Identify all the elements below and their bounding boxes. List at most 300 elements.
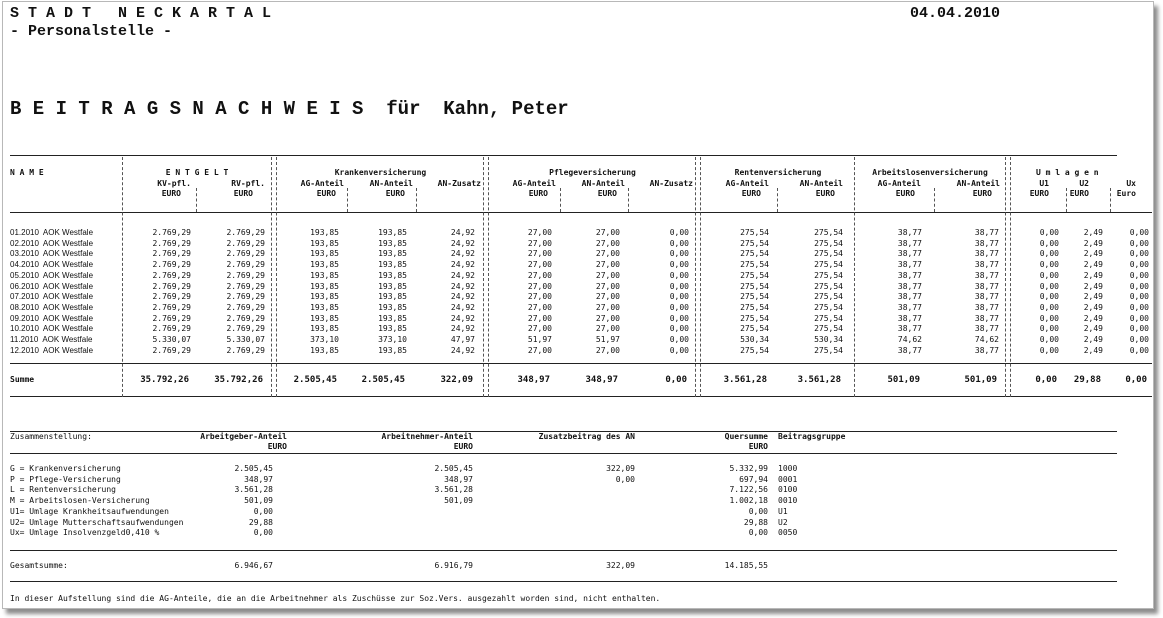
table-cell: 2,49	[1083, 292, 1103, 302]
kv-ag-header: AG-Anteil	[300, 179, 344, 188]
table-cell: 0,00	[669, 292, 689, 302]
table-body-rule	[10, 363, 1152, 364]
table-cell: 38,77	[897, 313, 922, 323]
table-cell: 0,00	[1039, 228, 1059, 237]
table-cell: 24,92	[450, 260, 475, 270]
euro-unit: EURO	[267, 442, 287, 451]
table-cell: 38,77	[897, 249, 922, 259]
table-cell: 193,85	[378, 345, 407, 355]
table-cell: 275,54	[740, 313, 769, 323]
table-cell: 193,85	[378, 281, 407, 291]
table-cell: 27,00	[527, 249, 552, 259]
table-cell: 275,54	[740, 324, 769, 334]
euro-unit: EURO	[748, 442, 768, 451]
table-cell: 275,54	[740, 270, 769, 280]
table-cell: 530,34	[814, 335, 843, 344]
table-cell: 2.769,29	[152, 281, 191, 291]
table-cell: 0,00	[1039, 313, 1059, 323]
kv-pfl-header: KV-pfl.	[157, 179, 191, 188]
table-cell: 275,54	[814, 249, 843, 259]
table-cell: 2.769,29	[226, 228, 265, 237]
ux-header: Ux	[1126, 179, 1136, 188]
table-cell: 0,00	[1129, 292, 1149, 302]
table-cell: 0,00	[1129, 249, 1149, 259]
table-cell: 0,00	[669, 228, 689, 237]
table-cell: 193,85	[310, 270, 339, 280]
summary-label: Zusammenstellung:	[10, 432, 92, 441]
table-cell: 2,49	[1083, 249, 1103, 259]
table-cell: 27,00	[595, 270, 620, 280]
summary-ag: 2.505,45	[234, 464, 273, 473]
table-cell: 0,00	[1129, 345, 1149, 355]
table-cell: 530,34	[740, 335, 769, 344]
row-label: 06.2010 AOK Westfale	[10, 281, 94, 291]
table-cell: 38,77	[974, 302, 999, 312]
table-cell: 51,97	[595, 335, 620, 344]
table-cell: 193,85	[378, 228, 407, 237]
table-cell: 27,00	[527, 228, 552, 237]
table-cell: 275,54	[740, 249, 769, 259]
table-cell: 38,77	[974, 324, 999, 334]
summe-cell: 29,88	[1073, 375, 1101, 385]
summary-an: 501,09	[444, 496, 473, 506]
table-cell: 0,00	[669, 270, 689, 280]
table-cell: 0,00	[1039, 238, 1059, 248]
euro-unit: EURO	[972, 189, 992, 198]
table-cell: 2.769,29	[226, 281, 265, 291]
table-cell: 38,77	[897, 324, 922, 334]
summe-cell: 2.505,45	[361, 375, 405, 385]
summary-gruppe: 1000	[778, 464, 798, 473]
summary-bottom-rule	[10, 581, 1117, 582]
table-cell: 2,49	[1083, 302, 1103, 312]
table-cell: 2.769,29	[226, 302, 265, 312]
table-cell: 5.330,07	[152, 335, 191, 344]
table-cell: 0,00	[669, 335, 689, 344]
table-cell: 0,00	[1039, 292, 1059, 302]
footer-note: In dieser Aufstellung sind die AG-Anteile, die an die Arbeitnehmer als Zuschüsse zur Soz.Vers. ausgezahlt worden sind, nicht enthalten.	[10, 594, 661, 603]
table-header-rule	[10, 212, 1152, 213]
summary-zusatz-header: Zusatzbeitrag des AN	[538, 432, 635, 441]
summary-gruppe: 0100	[778, 485, 798, 495]
table-cell: 27,00	[595, 260, 620, 270]
rv-an-header: AN-Anteil	[799, 179, 843, 188]
table-cell: 27,00	[595, 281, 620, 291]
summary-zus: 322,09	[606, 464, 635, 473]
euro-unit: EURO	[233, 189, 253, 198]
summary-an: 3.561,28	[434, 485, 473, 495]
table-cell: 275,54	[814, 302, 843, 312]
rv-pfl-header: RV-pfl.	[231, 179, 265, 188]
summary-gruppe: U2	[778, 517, 788, 527]
summe-cell: 501,09	[887, 375, 920, 385]
table-cell: 5.330,07	[226, 335, 265, 344]
column-separator	[628, 188, 629, 212]
summary-label: U1= Umlage Krankheitsaufwendungen	[10, 506, 169, 516]
gesamt-ag: 6.946,67	[234, 561, 273, 570]
table-cell: 0,00	[1039, 270, 1059, 280]
table-cell: 275,54	[814, 260, 843, 270]
table-cell: 27,00	[527, 281, 552, 291]
table-cell: 27,00	[527, 238, 552, 248]
table-cell: 193,85	[310, 238, 339, 248]
summe-cell: 501,09	[964, 375, 997, 385]
table-cell: 27,00	[595, 249, 620, 259]
summary-gruppe: 0001	[778, 474, 798, 484]
row-label: 02.2010 AOK Westfale	[10, 238, 94, 248]
table-cell: 193,85	[310, 313, 339, 323]
table-cell: 0,00	[1039, 324, 1059, 334]
table-cell: 193,85	[310, 228, 339, 237]
summe-cell: 322,09	[440, 375, 473, 385]
table-cell: 193,85	[378, 249, 407, 259]
table-cell: 2,49	[1083, 260, 1103, 270]
table-cell: 2.769,29	[152, 313, 191, 323]
table-cell: 38,77	[897, 270, 922, 280]
table-summe-rule	[10, 396, 1152, 397]
euro-unit: EURO	[815, 189, 835, 198]
table-cell: 2.769,29	[152, 260, 191, 270]
table-cell: 193,85	[310, 260, 339, 270]
table-cell: 27,00	[595, 302, 620, 312]
table-cell: 2.769,29	[152, 270, 191, 280]
gesamtsumme-label: Gesamtsumme:	[10, 561, 68, 570]
table-cell: 27,00	[527, 324, 552, 334]
table-cell: 38,77	[974, 260, 999, 270]
table-cell: 0,00	[669, 260, 689, 270]
kv-an-header: AN-Anteil	[369, 179, 413, 188]
summary-quersumme-header: Quersumme	[724, 432, 768, 441]
euro-unit: EURO	[895, 189, 915, 198]
table-cell: 193,85	[378, 260, 407, 270]
table-cell: 2.769,29	[152, 302, 191, 312]
summary-label: U2= Umlage Mutterschaftsaufwendungen	[10, 517, 184, 527]
table-cell: 0,00	[1039, 249, 1059, 259]
table-cell: 0,00	[1129, 302, 1149, 312]
table-cell: 74,62	[897, 335, 922, 344]
table-cell: 38,77	[974, 249, 999, 259]
table-cell: 193,85	[310, 324, 339, 334]
table-cell: 51,97	[527, 335, 552, 344]
u2-header: U2	[1079, 179, 1089, 188]
table-cell: 373,10	[310, 335, 339, 344]
summe-cell: 348,97	[517, 375, 550, 385]
table-cell: 2,49	[1083, 335, 1103, 344]
av-group-header: Arbeitslosenversicherung	[872, 168, 988, 177]
summary-quer: 1.002,18	[729, 496, 768, 506]
rv-group-header: Rentenversicherung	[734, 168, 822, 177]
table-cell: 275,54	[740, 345, 769, 355]
table-cell: 275,54	[814, 238, 843, 248]
euro-unit: EURO	[597, 189, 617, 198]
table-cell: 38,77	[974, 281, 999, 291]
summary-label: M = Arbeitslosen-Versicherung	[10, 496, 150, 506]
table-cell: 0,00	[1039, 281, 1059, 291]
table-cell: 275,54	[814, 292, 843, 302]
table-cell: 275,54	[814, 313, 843, 323]
table-cell: 2.769,29	[226, 313, 265, 323]
summe-cell: 2.505,45	[293, 375, 337, 385]
table-cell: 38,77	[974, 292, 999, 302]
table-cell: 275,54	[740, 260, 769, 270]
table-cell: 2,49	[1083, 281, 1103, 291]
table-cell: 275,54	[740, 228, 769, 237]
table-cell: 24,92	[450, 345, 475, 355]
row-label: 11.2010 AOK Westfale	[10, 335, 93, 344]
table-cell: 74,62	[974, 335, 999, 344]
table-cell: 24,92	[450, 302, 475, 312]
table-cell: 193,85	[378, 238, 407, 248]
table-cell: 2.769,29	[226, 260, 265, 270]
table-cell: 38,77	[974, 270, 999, 280]
euro-unit: EURO	[161, 189, 181, 198]
summary-zus: 0,00	[615, 474, 635, 484]
table-cell: 38,77	[974, 228, 999, 237]
gesamt-an: 6.916,79	[434, 561, 473, 570]
gesamt-zusatz: 322,09	[606, 561, 635, 570]
table-cell: 275,54	[814, 228, 843, 237]
table-cell: 2,49	[1083, 270, 1103, 280]
euro-unit: Euro	[1116, 189, 1136, 198]
city-title: S T A D T N E C K A R T A L	[10, 5, 272, 22]
table-cell: 2.769,29	[152, 249, 191, 259]
summe-cell: 0,00	[665, 375, 687, 385]
report-title: B E I T R A G S N A C H W E I S für Kahn, Peter	[10, 98, 569, 120]
summary-ag-header: Arbeitgeber-Anteil	[200, 432, 287, 441]
table-cell: 27,00	[527, 270, 552, 280]
euro-unit: EURO	[316, 189, 336, 198]
euro-unit: EURO	[453, 442, 473, 451]
table-cell: 27,00	[527, 292, 552, 302]
summary-label: G = Krankenversicherung	[10, 464, 121, 473]
table-cell: 275,54	[814, 270, 843, 280]
table-cell: 27,00	[527, 260, 552, 270]
table-cell: 2.769,29	[226, 270, 265, 280]
table-cell: 0,00	[1129, 324, 1149, 334]
summary-quer: 0,00	[748, 528, 768, 538]
table-cell: 27,00	[595, 313, 620, 323]
table-cell: 27,00	[527, 345, 552, 355]
summary-ag: 29,88	[248, 517, 273, 527]
table-cell: 275,54	[740, 292, 769, 302]
euro-unit: EURO	[1069, 189, 1089, 198]
summary-gruppe-header: Beitragsgruppe	[778, 432, 846, 441]
table-cell: 38,77	[897, 292, 922, 302]
table-cell: 27,00	[527, 302, 552, 312]
summary-quer: 7.122,56	[729, 485, 768, 495]
pv-zusatz-header: AN-Zusatz	[649, 179, 693, 188]
row-label: 01.2010 AOK Westfale	[10, 228, 94, 237]
table-cell: 0,00	[1039, 260, 1059, 270]
table-cell: 275,54	[814, 324, 843, 334]
gesamt-quer: 14.185,55	[724, 561, 768, 570]
row-label: 05.2010 AOK Westfale	[10, 270, 94, 280]
row-label: 08.2010 AOK Westfale	[10, 302, 94, 312]
summe-cell: 35.792,26	[214, 375, 263, 385]
table-cell: 0,00	[1129, 270, 1149, 280]
summary-quer: 0,00	[748, 506, 768, 516]
table-cell: 24,92	[450, 313, 475, 323]
table-cell: 27,00	[595, 228, 620, 237]
table-cell: 27,00	[595, 292, 620, 302]
euro-unit: EURO	[741, 189, 761, 198]
table-cell: 193,85	[310, 249, 339, 259]
summary-gruppe: U1	[778, 506, 788, 516]
table-cell: 2,49	[1083, 238, 1103, 248]
summary-an: 2.505,45	[434, 464, 473, 473]
table-cell: 275,54	[740, 281, 769, 291]
table-cell: 2,49	[1083, 345, 1103, 355]
table-cell: 27,00	[595, 345, 620, 355]
table-cell: 193,85	[378, 292, 407, 302]
table-cell: 193,85	[310, 281, 339, 291]
table-cell: 2.769,29	[226, 249, 265, 259]
table-cell: 2,49	[1083, 324, 1103, 334]
euro-unit: EURO	[1029, 189, 1049, 198]
summe-cell: 3.561,28	[797, 375, 841, 385]
umlagen-group-header: U m l a g e n	[1036, 168, 1099, 177]
row-label: 03.2010 AOK Westfale	[10, 249, 94, 259]
table-cell: 0,00	[1129, 335, 1149, 344]
summary-label: L = Rentenversicherung	[10, 485, 116, 495]
table-cell: 38,77	[974, 238, 999, 248]
summary-body-rule	[10, 550, 1117, 551]
table-cell: 0,00	[1039, 335, 1059, 344]
table-cell: 38,77	[897, 228, 922, 237]
table-cell: 0,00	[1129, 281, 1149, 291]
euro-unit: EURO	[528, 189, 548, 198]
rv-ag-header: AG-Anteil	[725, 179, 769, 188]
pv-group-header: Pflegeversicherung	[549, 168, 636, 177]
row-label: 12.2010 AOK Westfale	[10, 345, 94, 355]
summe-cell: 348,97	[585, 375, 618, 385]
table-cell: 2.769,29	[152, 324, 191, 334]
summary-label: Ux= Umlage Insolvenzgeld0,410 %	[10, 528, 160, 538]
table-cell: 0,00	[669, 238, 689, 248]
summary-gruppe: 0010	[778, 496, 798, 506]
row-label: 10.2010 AOK Westfale	[10, 324, 94, 334]
table-cell: 0,00	[669, 324, 689, 334]
table-cell: 2.769,29	[152, 238, 191, 248]
av-ag-header: AG-Anteil	[877, 179, 921, 188]
table-cell: 0,00	[669, 313, 689, 323]
table-cell: 38,77	[897, 238, 922, 248]
summe-label: Summe	[10, 375, 35, 384]
summary-quer: 5.332,99	[729, 464, 768, 473]
table-cell: 24,92	[450, 292, 475, 302]
table-cell: 27,00	[595, 324, 620, 334]
report-page	[2, 1, 1154, 609]
row-label: 07.2010 AOK Westfale	[10, 292, 94, 302]
table-cell: 27,00	[595, 238, 620, 248]
summe-cell: 3.561,28	[723, 375, 767, 385]
table-cell: 24,92	[450, 238, 475, 248]
table-cell: 193,85	[310, 302, 339, 312]
table-cell: 38,77	[974, 345, 999, 355]
table-cell: 0,00	[1039, 345, 1059, 355]
entgelt-header: E N T G E L T	[165, 168, 229, 177]
table-cell: 38,77	[897, 260, 922, 270]
summary-ag: 348,97	[244, 474, 273, 484]
table-cell: 0,00	[669, 281, 689, 291]
table-cell: 0,00	[669, 345, 689, 355]
kv-zusatz-header: AN-Zusatz	[437, 179, 481, 188]
summe-cell: 0,00	[1035, 375, 1057, 385]
table-cell: 27,00	[527, 313, 552, 323]
summe-cell: 35.792,26	[140, 375, 189, 385]
table-cell: 0,00	[669, 302, 689, 312]
table-cell: 275,54	[814, 281, 843, 291]
kv-group-header: Krankenversicherung	[334, 168, 427, 177]
summary-an: 348,97	[444, 474, 473, 484]
table-cell: 0,00	[1129, 313, 1149, 323]
summary-label: P = Pflege-Versicherung	[10, 474, 121, 484]
table-cell: 0,00	[1129, 238, 1149, 248]
table-cell: 2.769,29	[152, 228, 191, 237]
summary-quer: 29,88	[743, 517, 768, 527]
table-cell: 38,77	[897, 302, 922, 312]
table-cell: 2.769,29	[226, 238, 265, 248]
summary-gruppe: 0050	[778, 528, 798, 538]
table-cell: 2.769,29	[152, 345, 191, 355]
table-cell: 193,85	[310, 345, 339, 355]
table-cell: 2,49	[1083, 228, 1103, 237]
table-cell: 0,00	[1129, 260, 1149, 270]
table-cell: 24,92	[450, 281, 475, 291]
table-cell: 275,54	[814, 345, 843, 355]
table-cell: 193,85	[310, 292, 339, 302]
table-cell: 2.769,29	[226, 292, 265, 302]
row-label: 09.2010 AOK Westfale	[10, 313, 94, 323]
table-cell: 0,00	[669, 249, 689, 259]
table-cell: 47,97	[450, 335, 475, 344]
table-top-rule	[10, 155, 1117, 156]
summary-ag: 0,00	[253, 528, 273, 538]
table-cell: 275,54	[740, 302, 769, 312]
table-cell: 24,92	[450, 249, 475, 259]
pv-an-header: AN-Anteil	[581, 179, 625, 188]
summary-quer: 697,94	[739, 474, 768, 484]
av-an-header: AN-Anteil	[956, 179, 1000, 188]
table-cell: 38,77	[897, 345, 922, 355]
table-cell: 24,92	[450, 270, 475, 280]
summary-ag: 3.561,28	[234, 485, 273, 495]
summe-cell: 0,00	[1125, 375, 1147, 385]
column-separator	[416, 188, 417, 212]
table-cell: 193,85	[378, 302, 407, 312]
table-cell: 275,54	[740, 238, 769, 248]
table-cell: 24,92	[450, 228, 475, 237]
summary-header-rule	[10, 453, 1117, 454]
table-cell: 2,49	[1083, 313, 1103, 323]
table-cell: 0,00	[1129, 228, 1149, 237]
summary-ag: 501,09	[244, 496, 273, 506]
column-name-header: N A M E	[10, 168, 44, 177]
table-cell: 193,85	[378, 313, 407, 323]
table-cell: 373,10	[378, 335, 407, 344]
row-label: 04.2010 AOK Westfale	[10, 260, 94, 270]
summary-ag: 0,00	[253, 506, 273, 516]
department-title: - Personalstelle -	[10, 23, 173, 40]
table-cell: 38,77	[974, 313, 999, 323]
u1-header: U1	[1039, 179, 1049, 188]
table-cell: 24,92	[450, 324, 475, 334]
table-cell: 193,85	[378, 270, 407, 280]
table-cell: 2.769,29	[152, 292, 191, 302]
summary-an-header: Arbeitnehmer-Anteil	[381, 432, 473, 441]
table-cell: 193,85	[378, 324, 407, 334]
pv-ag-header: AG-Anteil	[512, 179, 556, 188]
